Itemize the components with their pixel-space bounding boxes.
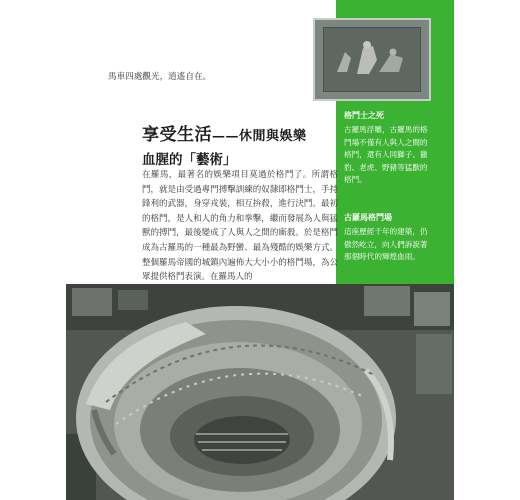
chapter-heading bbox=[142, 120, 307, 145]
section-heading: 血腥的「藝術」 bbox=[142, 152, 237, 168]
gladiator-relief-image bbox=[313, 18, 431, 101]
sidebar-text-1: 古羅馬浮雕，古羅馬的格鬥場不僅有人與人之間的格鬥，還有人同獅子、獵豹、老虎、野豬等猛獸的格鬥。 bbox=[344, 125, 428, 185]
sidebar-text-2: 這座歷經千年的建築，仍傲然屹立，向人們訴說著那個時代的輝煌血雨。 bbox=[344, 227, 428, 262]
colosseum-photo bbox=[66, 284, 454, 500]
sidebar-title-2: 古羅馬格鬥場 bbox=[344, 213, 392, 222]
chapter-subtitle: 休閒與娛樂 bbox=[239, 129, 307, 144]
photo-caption: 馬車四處觀光，逍遙自在。 bbox=[108, 72, 212, 82]
colosseum-aerial-image bbox=[66, 284, 454, 500]
title-dash: —— bbox=[212, 129, 239, 144]
chapter-title: 享受生活 bbox=[142, 125, 212, 145]
body-paragraph: 在羅馬，最著名的娛樂項目莫過於格鬥了。所謂格鬥，就是由受過專門搏擊訓練的奴隸即格鬥士，手持鋒利的武器，身穿戎裝，相互拚殺，進行決鬥。最初的格鬥，是人和人的角力和拳擊，繼而發展為人與猛獸的搏鬥，最後變成了人與人之間的廝殺。於是格鬥成為古羅馬的一種最為野蠻、最為殘酷的娛樂方式。整個羅馬帝國的城鎮內遍佈大大小小的格鬥場，為公眾提供格鬥表演。在羅馬人的 bbox=[142, 170, 338, 283]
relief-figures-icon bbox=[333, 38, 411, 80]
sidebar-title-1: 格鬥士之死 bbox=[344, 111, 384, 120]
